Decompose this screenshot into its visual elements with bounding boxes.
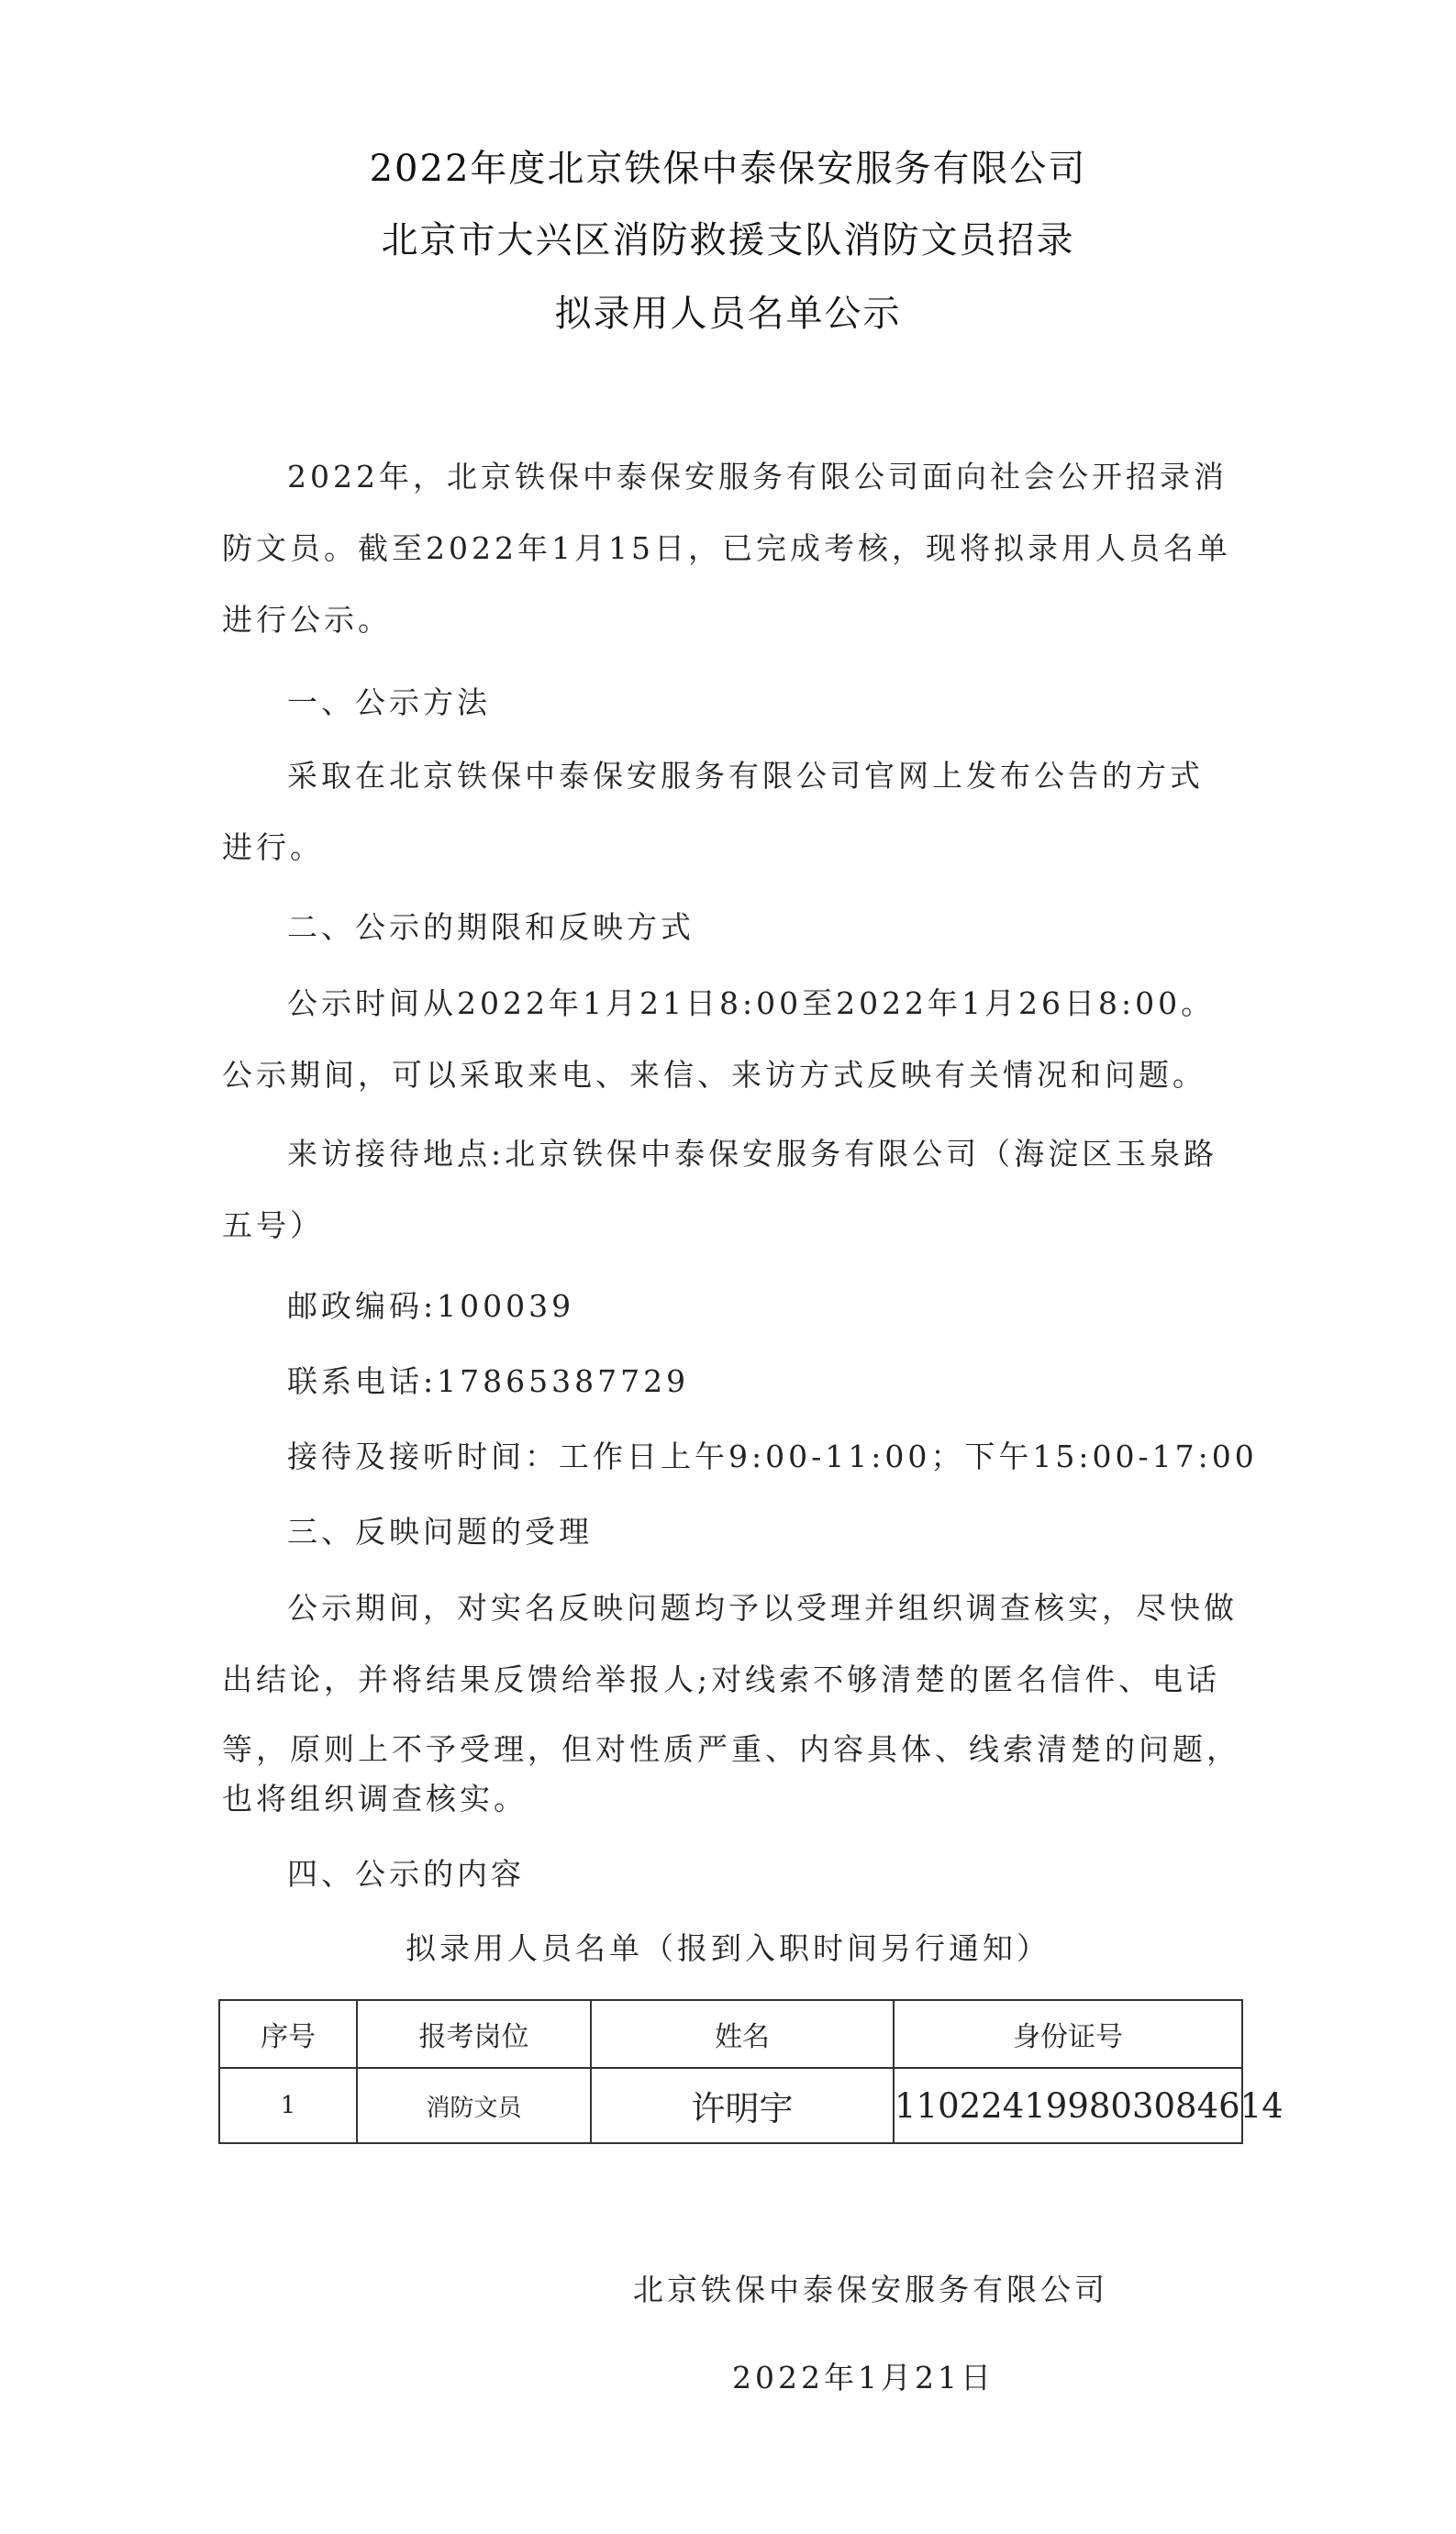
signature-org: 北京铁保中泰保安服务有限公司 bbox=[633, 2272, 1108, 2307]
reception-hours: 接待及接听时间：工作日上午9:00-11:00；下午15:00-17:00 bbox=[287, 1439, 1258, 1474]
section-2-address-line-1: 来访接待地点:北京铁保中泰保安服务有限公司（海淀区玉泉路 bbox=[287, 1136, 1218, 1172]
intro-line-3: 进行公示。 bbox=[222, 602, 392, 638]
section-3-text-line-2: 出结论，并将结果反馈给举报人;对线索不够清楚的匿名信件、电话 bbox=[222, 1662, 1221, 1697]
header-name: 姓名 bbox=[591, 2000, 894, 2068]
intro-line-2: 防文员。截至2022年1月15日，已完成考核，现将拟录用人员名单 bbox=[222, 530, 1231, 566]
section-3-text-line-4: 也将组织调查核实。 bbox=[222, 1781, 528, 1817]
candidate-table bbox=[218, 1999, 1284, 2144]
section-3-heading: 三、反映问题的受理 bbox=[287, 1514, 593, 1550]
section-1-text-line-2: 进行。 bbox=[222, 829, 324, 865]
section-4-heading: 四、公示的内容 bbox=[287, 1856, 525, 1892]
section-2-address-line-2: 五号） bbox=[222, 1207, 324, 1243]
table-row bbox=[219, 2068, 1242, 2143]
section-2-heading: 二、公示的期限和反映方式 bbox=[287, 909, 695, 945]
section-3-text-line-1: 公示期间，对实名反映问题均予以受理并组织调查核实，尽快做 bbox=[287, 1590, 1238, 1626]
intro-line-1: 2022年，北京铁保中泰保安服务有限公司面向社会公开招录消 bbox=[287, 459, 1228, 495]
cell-name: 许明宇 bbox=[591, 2068, 894, 2143]
table-caption: 拟录用人员名单（报到入职时间另行通知） bbox=[406, 1930, 1050, 1966]
title-line-2: 北京市大兴区消防救援支队消防文员招录 bbox=[381, 219, 1075, 261]
section-2-period-line-2: 公示期间，可以采取来电、来信、来访方式反映有关情况和问题。 bbox=[222, 1057, 1206, 1093]
section-1-text-line-1: 采取在北京铁保中泰保安服务有限公司官网上发布公告的方式 bbox=[287, 758, 1204, 794]
signature-date: 2022年1月21日 bbox=[732, 2360, 995, 2395]
title-line-3: 拟录用人员名单公示 bbox=[554, 293, 902, 335]
header-position: 报考岗位 bbox=[357, 2000, 591, 2068]
contact-phone: 联系电话:17865387729 bbox=[287, 1363, 690, 1399]
header-index: 序号 bbox=[219, 2000, 357, 2068]
title-line-1: 2022年度北京铁保中泰保安服务有限公司 bbox=[369, 148, 1087, 190]
table-header-row bbox=[219, 2000, 1242, 2068]
header-id-number: 身份证号 bbox=[894, 2000, 1242, 2068]
section-2-period-line-1: 公示时间从2022年1月21日8:00至2022年1月26日8:00。 bbox=[287, 985, 1216, 1021]
section-1-heading: 一、公示方法 bbox=[287, 684, 491, 720]
cell-position: 消防文员 bbox=[357, 2068, 591, 2143]
cell-id-number: 110224199803084614 bbox=[894, 2068, 1242, 2143]
cell-index: 1 bbox=[219, 2068, 357, 2143]
postcode: 邮政编码:100039 bbox=[287, 1288, 575, 1324]
section-3-text-line-3: 等，原则上不予受理，但对性质严重、内容具体、线索清楚的问题， bbox=[222, 1731, 1240, 1767]
